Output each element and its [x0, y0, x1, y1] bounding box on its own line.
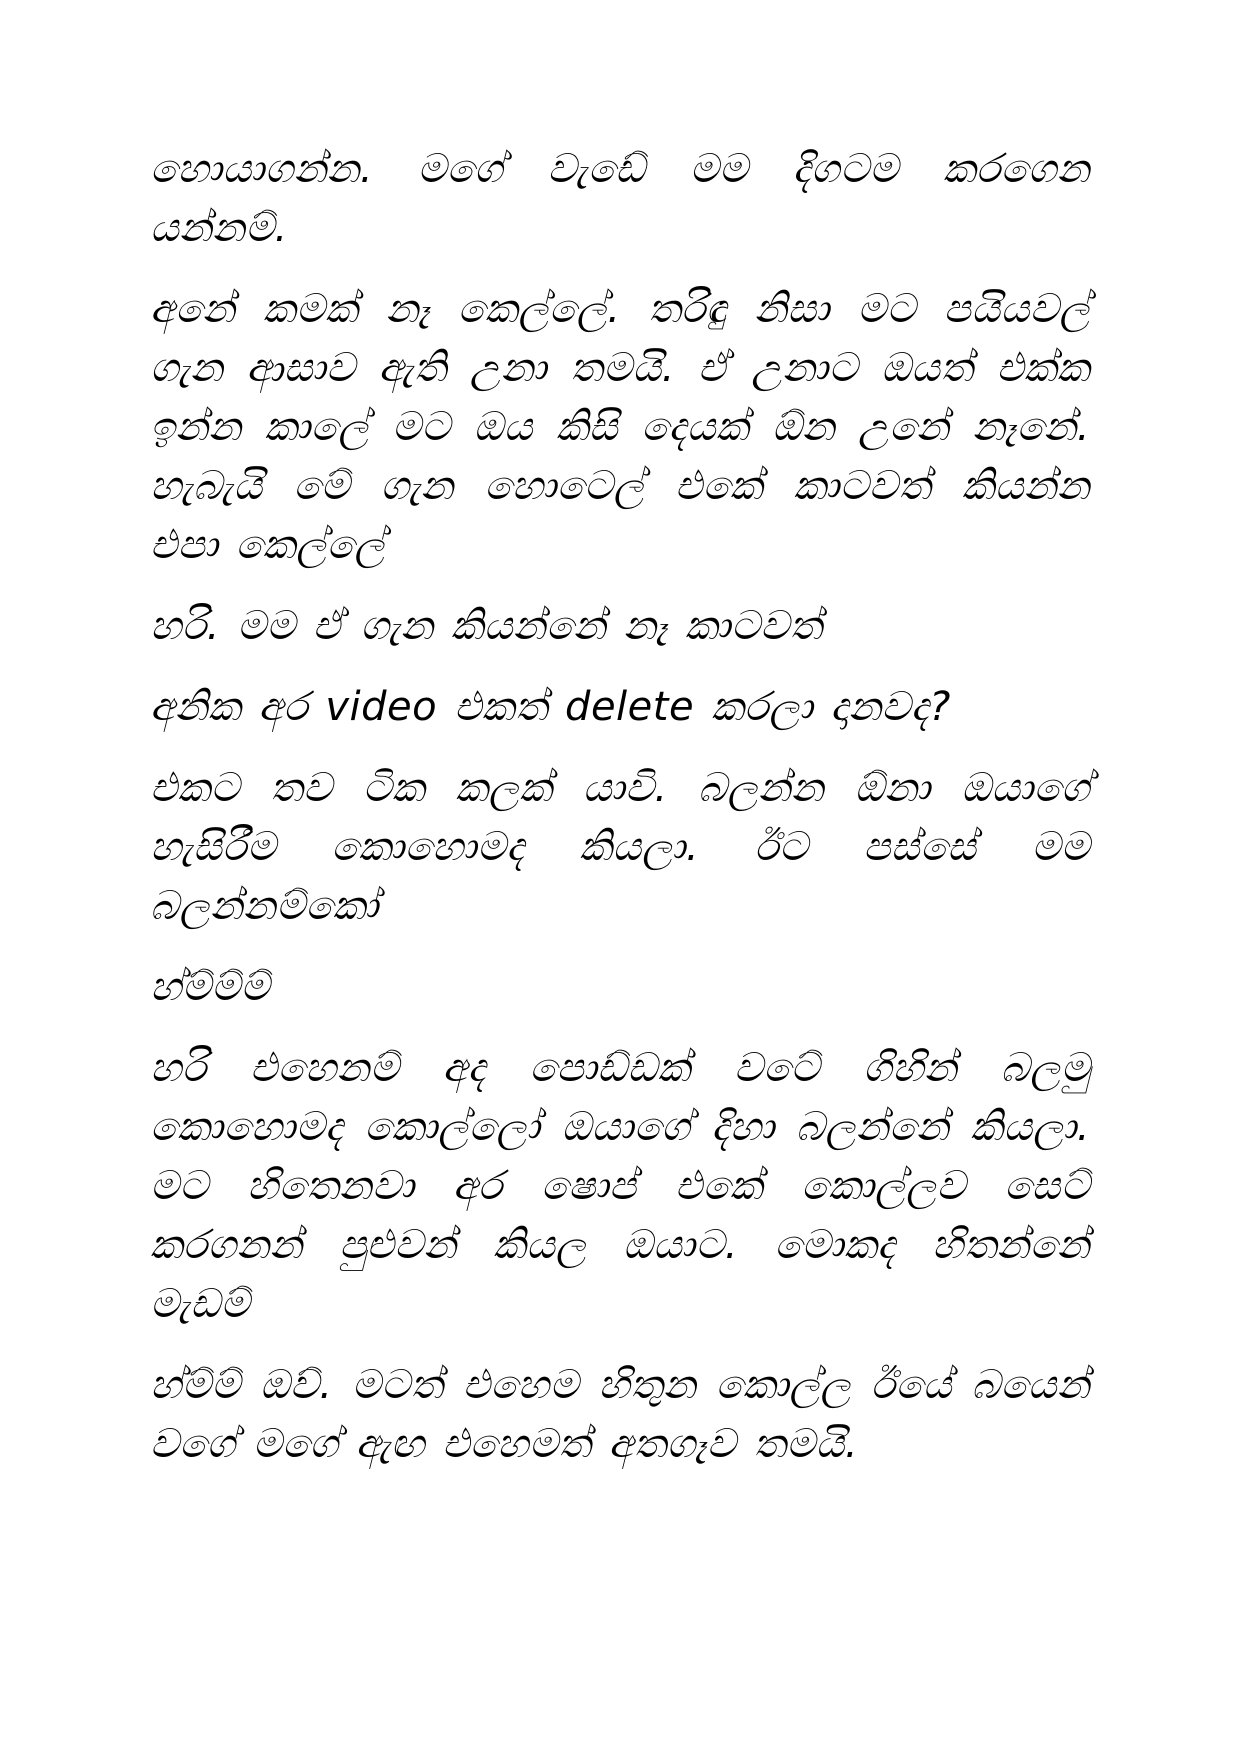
paragraph: එකට තව ටික කලක් යාවි. බලන්න ඕනා ඔයාගේ හැසිරීම කොහොමද කියලා. ඊට පස්සේ මම බලන්නම්කෝ — [150, 765, 1090, 929]
paragraph: අනික අර video එකත් delete කරලා දානවද? — [150, 684, 951, 730]
document-page — [150, 140, 1090, 1496]
paragraph: හොයාගන්න. මගේ වැඩේ මම දිගටම කරගෙන යන්නම්. — [150, 146, 1090, 251]
paragraph: හ්ම්ම්ම් — [150, 964, 270, 1010]
paragraph: හරි එහෙනම් අද පොඩ්ඩක් වටේ ගිහින් බලමු කොහොමද කොල්ලෝ ඔයාගේ දිහා බලන්නේ කියලා. මට හිතෙනවා අර ෂොප් එකේ කොල්ලව සෙට් කරගනන් පුළුවන් කියල ඔයාට. මොකද හිතන්නේ මැඩම් — [150, 1045, 1090, 1327]
paragraph: හරි. මම ඒ ගැන කියන්නේ නෑ කාටවත් — [150, 603, 823, 649]
paragraph: හ්ම්ම් ඔව්. මටත් එහෙම හිතුන කොල්ල ඊයේ බයෙන් වගේ මගේ ඇඟ එහෙමත් අතගෑව තමයි. — [150, 1362, 1090, 1467]
paragraph: අනේ කමක් නෑ කෙල්ලේ. තරිඳු නිසා මට පයියවල් ගැන ආසාව ඇති උනා තමයි. ඒ උනාට ඔයත් එක්ක ඉන්න කාලේ මට ඔය කිසි දෙයක් ඕන උනේ නෑනේ. හැබැයි මේ ගැන හොටෙල් එකේ කාටවත් කියන්න එපා කෙල්ලේ — [150, 286, 1090, 568]
